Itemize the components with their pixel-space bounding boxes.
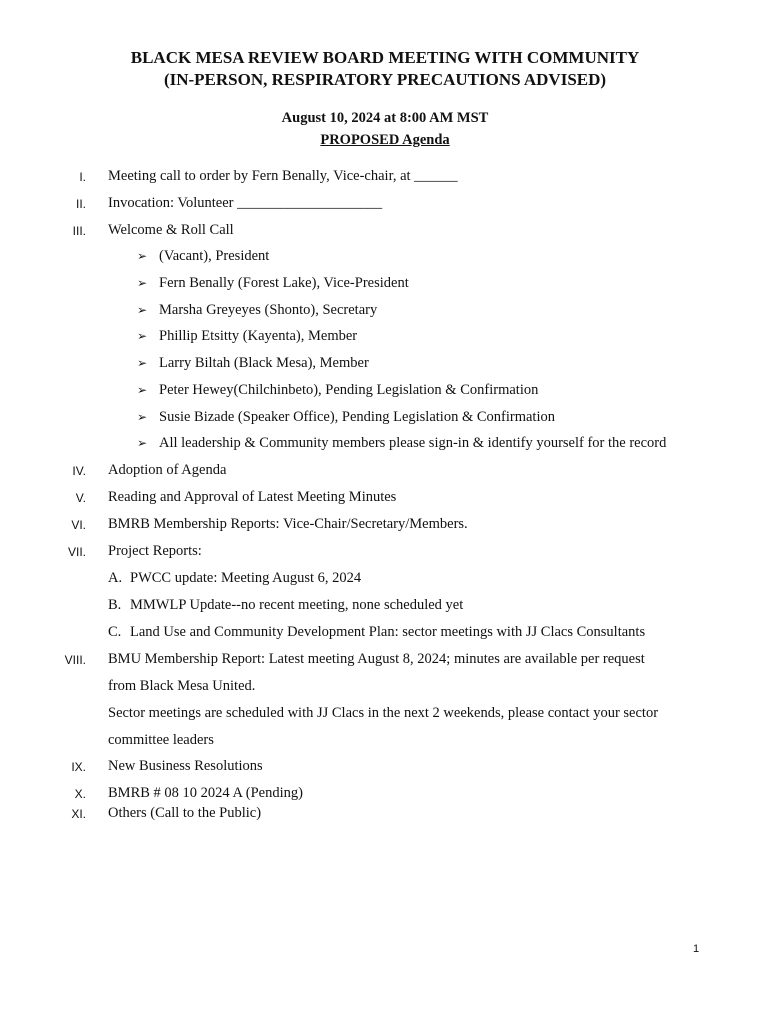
roll-call-item: ➢ Fern Benally (Forest Lake), Vice-President [137, 275, 409, 291]
arrow-bullet-icon: ➢ [137, 276, 148, 290]
arrow-bullet-icon: ➢ [137, 356, 148, 370]
meeting-date: August 10, 2024 at 8:00 AM MST [281, 110, 489, 126]
item-bmu-report: BMU Membership Report: Latest meeting August 8, 2024; minutes are available per request [108, 651, 645, 667]
item-minutes: Reading and Approval of Latest Meeting Minutes [108, 489, 397, 505]
agenda-subtitle: PROPOSED Agenda [320, 132, 450, 148]
arrow-bullet-icon: ➢ [137, 410, 148, 424]
item-number: V. [75, 491, 86, 505]
item-number: X. [74, 787, 86, 801]
roll-call-item: ➢ All leadership & Community members please sign-in & identify yourself for the record [137, 435, 667, 451]
arrow-bullet-icon: ➢ [137, 383, 148, 397]
item-call-to-order: Meeting call to order by Fern Benally, Vice-chair, at ______ [108, 168, 458, 184]
item-invocation: Invocation: Volunteer ____________________ [108, 195, 383, 211]
arrow-bullet-icon: ➢ [137, 436, 148, 450]
item-number: III. [72, 224, 86, 238]
item-welcome-roll-call: Welcome & Roll Call [108, 222, 234, 238]
item-number: IV. [72, 464, 86, 478]
item-number: II. [75, 197, 86, 211]
arrow-bullet-icon: ➢ [137, 249, 148, 263]
roll-call-item: ➢ Marsha Greyeyes (Shonto), Secretary [137, 302, 378, 318]
item-number: VIII. [64, 653, 86, 667]
roll-call-item: ➢ Susie Bizade (Speaker Office), Pending Legislation & Confirmation [137, 409, 555, 425]
item-bmu-report-line4: committee leaders [108, 732, 214, 748]
page-number: 1 [693, 943, 700, 955]
item-number: XI. [71, 807, 86, 821]
roll-call-item: ➢ (Vacant), President [137, 248, 270, 264]
document-title-line1: BLACK MESA REVIEW BOARD MEETING WITH COMMUNITY [130, 48, 640, 67]
item-membership-reports: BMRB Membership Reports: Vice-Chair/Secretary/Members. [108, 516, 468, 532]
project-report-item: C. Land Use and Community Development Plan: sector meetings with JJ Clacs Consultants [108, 624, 646, 640]
arrow-bullet-icon: ➢ [137, 329, 148, 343]
item-number: VI. [71, 518, 86, 532]
arrow-bullet-icon: ➢ [137, 303, 148, 317]
project-report-item: A. PWCC update: Meeting August 6, 2024 [108, 570, 362, 586]
item-bmu-report-line3: Sector meetings are scheduled with JJ Clacs in the next 2 weekends, please contact your sector [108, 705, 659, 721]
item-number: I. [79, 170, 86, 184]
item-new-business: New Business Resolutions [108, 758, 263, 774]
item-resolution: BMRB # 08 10 2024 A (Pending) [108, 785, 303, 801]
roll-call-item: ➢ Larry Biltah (Black Mesa), Member [137, 355, 369, 371]
item-number: VII. [67, 545, 86, 559]
document-title-line2: (IN-PERSON, RESPIRATORY PRECAUTIONS ADVISED) [163, 70, 607, 89]
item-project-reports: Project Reports: [108, 543, 202, 559]
project-report-item: B. MMWLP Update--no recent meeting, none scheduled yet [108, 597, 464, 613]
item-others: Others (Call to the Public) [108, 805, 262, 821]
item-number: IX. [71, 760, 86, 774]
item-bmu-report-line2: from Black Mesa United. [108, 678, 256, 694]
roll-call-item: ➢ Peter Hewey(Chilchinbeto), Pending Legislation & Confirmation [137, 382, 539, 398]
roll-call-item: ➢ Phillip Etsitty (Kayenta), Member [137, 328, 358, 344]
item-adoption: Adoption of Agenda [108, 462, 227, 478]
